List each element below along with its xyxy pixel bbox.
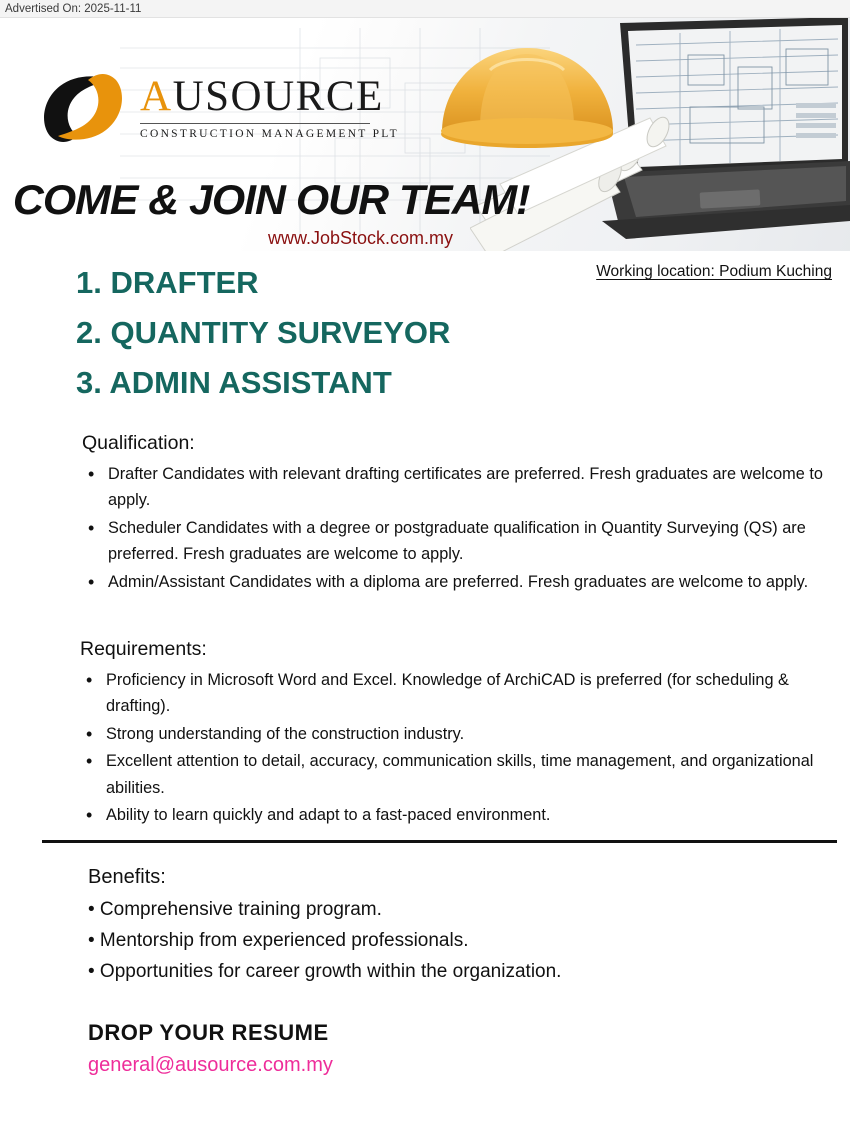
list-item: • Mentorship from experienced professionals. <box>88 929 469 951</box>
logo-divider <box>140 123 370 124</box>
logo-company-name <box>140 72 399 120</box>
logo-mark-icon <box>38 66 130 148</box>
list-item: • Opportunities for career growth within the organization. <box>88 960 562 982</box>
list-item: • Drafter Candidates with relevant drafting certificates are preferred. Fresh graduates are welcome to apply. <box>82 461 842 514</box>
list-item: • Scheduler Candidates with a degree or postgraduate qualification in Quantity Surveying (QS) are preferred. Fresh graduates are welcome to apply. <box>82 515 842 568</box>
positions-list <box>76 258 450 409</box>
working-location-label: Working location: Podium Kuching <box>596 263 832 280</box>
jobstock-website: www.JobStock.com.my <box>268 228 454 248</box>
logo-first-letter: A <box>140 72 173 120</box>
drop-resume-title: DROP YOUR RESUME <box>88 1020 329 1045</box>
requirements-heading: Requirements: <box>80 638 207 660</box>
qualification-list <box>82 461 842 595</box>
contact-email[interactable]: general@ausource.com.my <box>88 1054 333 1076</box>
hard-hat-graphic <box>420 28 635 163</box>
position-item-2: 2. QUANTITY SURVEYOR <box>76 315 451 351</box>
list-item: • Strong understanding of the construction industry. <box>80 721 840 747</box>
requirements-section <box>80 638 840 829</box>
logo-text-block <box>140 72 399 140</box>
qualification-section <box>82 432 842 596</box>
benefits-heading: Benefits: <box>88 866 166 888</box>
banner-headline: COME & JOIN OUR TEAM! <box>12 176 530 223</box>
requirements-list <box>80 667 840 828</box>
logo-name-rest: USOURCE <box>172 72 384 120</box>
position-item-1: 1. DRAFTER <box>76 265 259 300</box>
qualification-heading: Qualification: <box>82 432 195 454</box>
advertised-date-label: Advertised On: 2025-11-11 <box>5 2 142 15</box>
logo-subtitle: CONSTRUCTION MANAGEMENT PLT <box>140 127 399 140</box>
list-item: • Proficiency in Microsoft Word and Excel. Knowledge of ArchiCAD is preferred (for scheduling & drafting). <box>80 667 840 720</box>
company-logo <box>38 66 399 148</box>
position-item-3: 3. ADMIN ASSISTANT <box>76 365 392 401</box>
advertised-bar <box>0 0 850 18</box>
resume-section <box>88 1020 333 1077</box>
list-item: • Admin/Assistant Candidates with a diploma are preferred. Fresh graduates are welcome to apply. <box>82 569 842 595</box>
horizontal-divider <box>42 840 837 843</box>
list-item: • Comprehensive training program. <box>88 899 382 920</box>
header-banner <box>0 18 850 251</box>
list-item: • Excellent attention to detail, accuracy, communication skills, time management, and organizational abilities. <box>80 748 840 801</box>
list-item: • Ability to learn quickly and adapt to a fast-paced environment. <box>80 802 840 828</box>
benefits-section <box>88 866 828 987</box>
